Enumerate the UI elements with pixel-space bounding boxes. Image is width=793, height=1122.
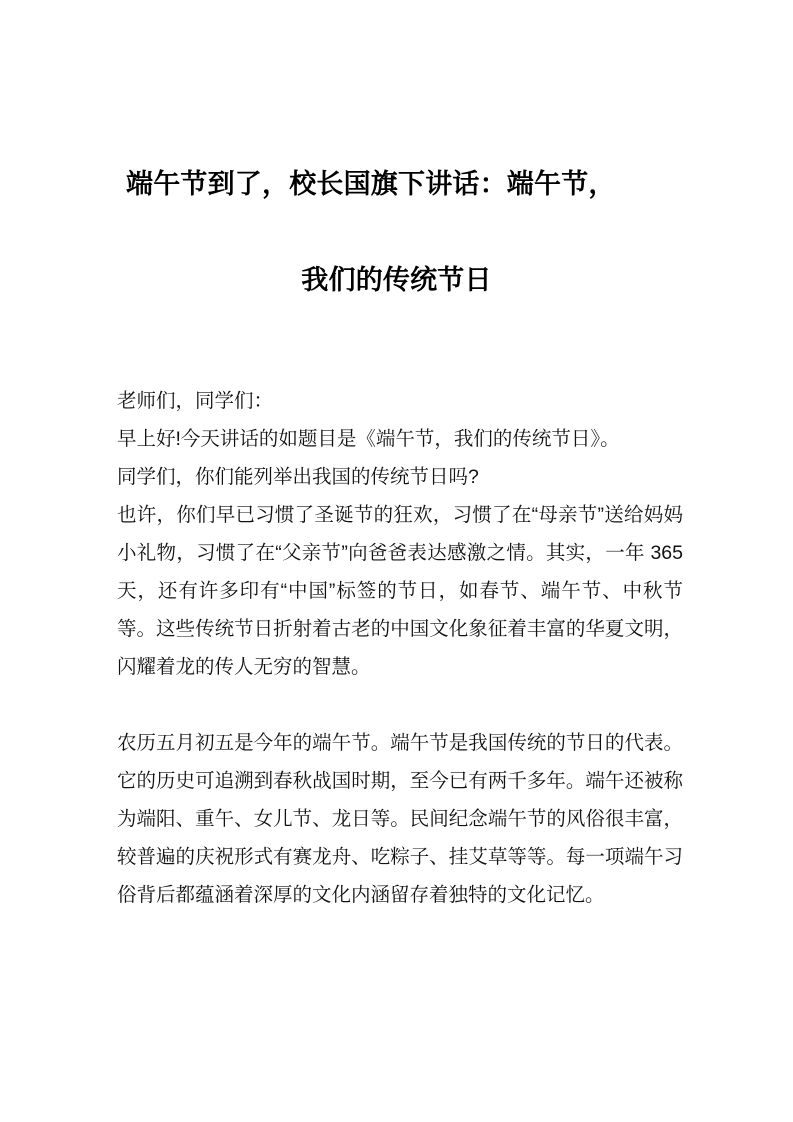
paragraph-salutation: 老师们，同学们：	[117, 390, 274, 412]
paragraph-opening-greeting: 早上好!今天讲话的如题目是《端午节，我们的传统节日》。	[117, 428, 620, 450]
page-title	[113, 136, 680, 328]
document-body	[117, 382, 683, 914]
paragraph-opening-question: 同学们，你们能列举出我国的传统节日吗?	[117, 466, 479, 488]
page-title-line-1: 端午节到了，校长国旗下讲话：端午节，	[126, 169, 616, 200]
paragraph-dragon-boat-history-and-customs: 农历五月初五是今年的端午节。端午节是我国传统的节日的代表。它的历史可追溯到春秋战国时期，至今已有两千多年。端午还被称为端阳、重午、女儿节、龙日等。民间纪念端午节的风俗很丰富，较普遍的庆祝形式有赛龙舟、吃粽子、挂艾草等等。每一项端午习俗背后都蕴涵着深厚的文化内涵留存着独特的文化记忆。	[117, 732, 683, 906]
paragraph-western-vs-chinese-festivals: 也许，你们早已习惯了圣诞节的狂欢，习惯了在“母亲节”送给妈妈小礼物，习惯了在“父亲节”向爸爸表达感激之情。其实，一年 365 天，还有许多印有“中国”标签的节日，如春节、端午节、中秋节等。这些传统节日折射着古老的中国文化象征着丰富的华夏文明，闪耀着龙的传人无穷的智慧。	[117, 504, 683, 678]
page-title-line-2: 我们的传统节日	[301, 265, 492, 296]
